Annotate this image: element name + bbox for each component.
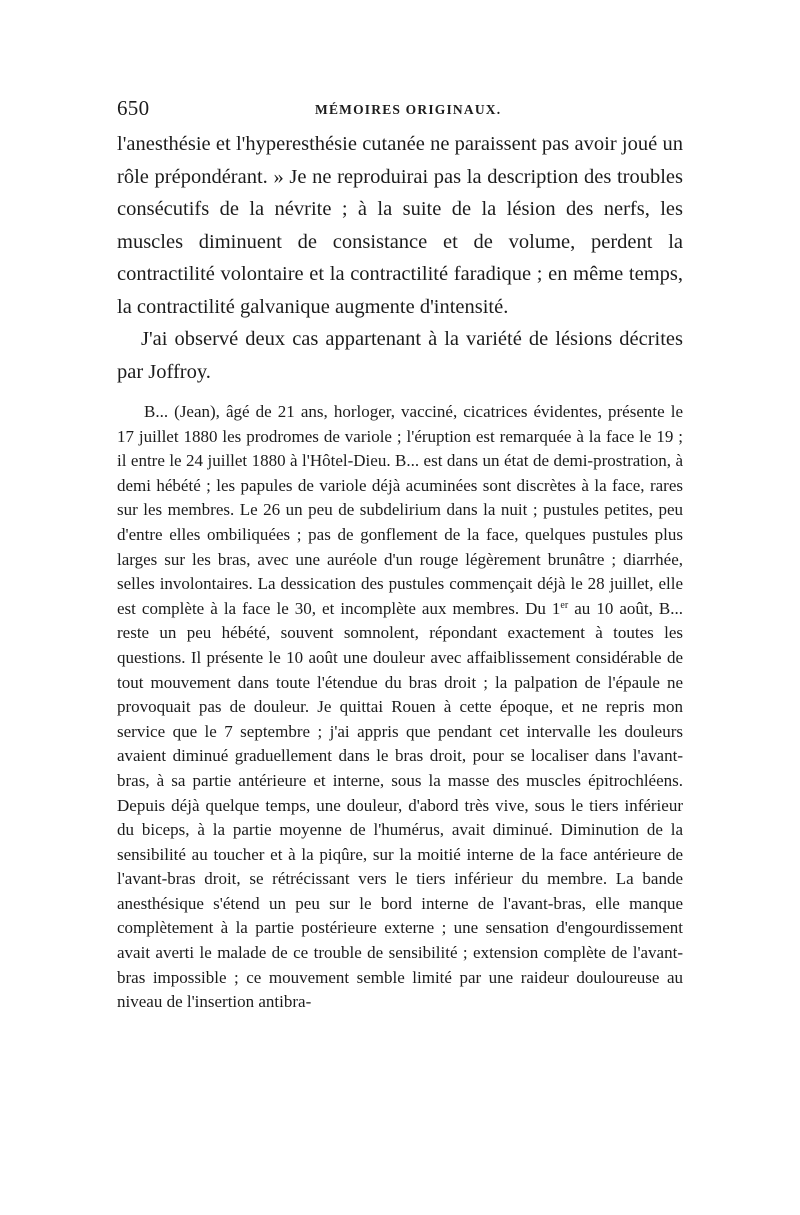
paragraph: l'anesthésie et l'hyperesthésie cutanée ne paraissent pas avoir joué un rôle prépondérant. » Je ne reproduirai pas la description des troubles consécutifs de la névrite ; à la suite de la lésion des nerfs, les muscles diminuent de consistance et de volume, perdent la contractilité volontaire et la contractilité faradique ; en même temps, la contractilité galvanique augmente d'intensité.	[117, 133, 683, 318]
main-text	[117, 128, 683, 388]
case-text-part-2: au 10 août, B... reste un peu hébété, souvent somnolent, répondant exactement à toutes les questions. Il présente le 10 août une douleur avec affaiblissement considérable de tout mouvement dans toute l'étendue du bras droit ; la palpation de l'épaule ne provoquait pas de douleur. Je quittai Rouen à cette époque, et ne repris mon service que le 7 septembre ; j'ai appris que pendant cet intervalle les douleurs avaient diminué graduellement dans le bras droit, pour se localiser dans l'avant-bras, à sa partie antérieure et interne, sous la masse des muscles épitrochléens. Depuis déjà quelque temps, une douleur, d'abord très vive, sous le tiers inférieur du biceps, à la partie moyenne de l'humérus, avait diminué. Diminution de la sensibilité au toucher et à la piqûre, sur la moitié interne de la face antérieure de l'avant-bras droit, se rétrécissant vers le tiers inférieur du membre. La bande anesthésique s'étend un peu sur le bord interne de l'avant-bras, elle manque complètement à la partie postérieure externe ; une sensation d'engourdissement avait averti le malade de ce trouble de sensibilité ; extension complète de l'avant-bras impossible ; ce mouvement semble limité par une raideur douloureuse au niveau de l'insertion antibra-	[117, 598, 683, 1012]
running-head: MÉMOIRES ORIGINAUX.	[315, 102, 502, 117]
ordinal-superscript: er	[560, 599, 569, 611]
case-text-part-1: B... (Jean), âgé de 21 ans, horloger, vacciné, cicatrices évidentes, présente le 17 juillet 1880 les prodromes de variole ; l'éruption est remarquée à la face le 19 ; il entre le 24 juillet 1880 à l'Hôtel-Dieu. B... est dans un état de demi-prostration, à demi hébété ; les papules de variole déjà acuminées sont discrètes à la face, rares sur les membres. Le 26 un peu de subdelirium dans la nuit ; pustules petites, peu d'entre elles ombiliquées ; pas de gonflement de la face, quelques pustules plus larges sur les bras, avec une auréole d'un rouge légèrement brunâtre ; diarrhée, selles involontaires. La dessication des pustules commençait déjà le 28 juillet, elle est complète à la face le 30, et incomplète aux membres. Du 1	[117, 402, 683, 618]
paragraph: J'ai observé deux cas appartenant à la variété de lésions décrites par Joffroy.	[117, 328, 683, 383]
page-number: 650	[117, 96, 150, 120]
case-observation	[117, 400, 683, 1015]
page-header	[117, 96, 683, 124]
